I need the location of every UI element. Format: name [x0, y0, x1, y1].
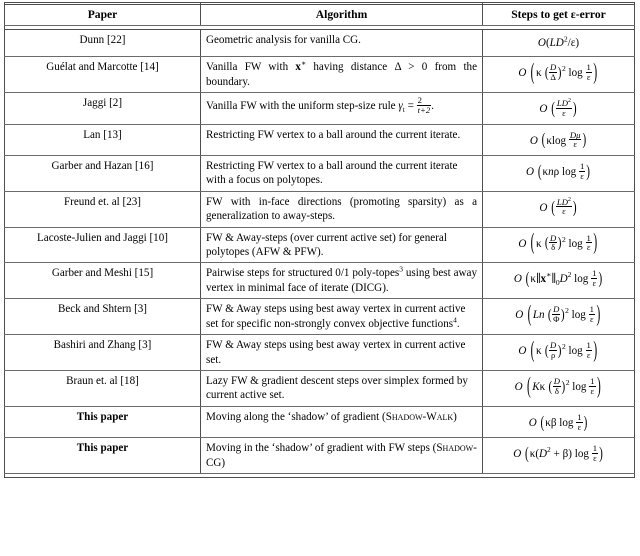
rule: [5, 474, 635, 478]
cell-algorithm: FW & Away-steps (over current active set) for general polytopes (AFW & PFW).: [201, 227, 483, 263]
cell-paper: Beck and Shtern [3]: [5, 299, 201, 335]
cell-steps: O (κnρ log $\frac{1}{\varepsilon}$ ): [483, 155, 635, 191]
table-row: [5, 227, 635, 263]
cell-paper: Garber and Meshi [15]: [5, 263, 201, 299]
header-algorithm: Algorithm: [201, 3, 483, 26]
table-row: [5, 57, 635, 93]
table-row: [5, 438, 635, 474]
cell-algorithm: Vanilla FW with x∗ having distance Δ > 0 from the boundary.: [201, 57, 483, 93]
cell-paper: Garber and Hazan [16]: [5, 155, 201, 191]
cell-algorithm: Lazy FW & gradient descent steps over simplex formed by current active set.: [201, 371, 483, 407]
cell-steps: $O(LD^2/\varepsilon)$: [483, 30, 635, 57]
cell-algorithm: FW with in-face directions (promoting sparsity) as a generalization to away-steps.: [201, 191, 483, 227]
cell-algorithm: Moving in the ‘shadow’ of gradient with FW steps (Shadow-CG): [201, 438, 483, 474]
algorithm-comparison-table: [4, 2, 635, 478]
cell-paper: Dunn [22]: [5, 30, 201, 57]
cell-steps: O (κlog $\frac{D\mu}{\varepsilon}$ ): [483, 124, 635, 155]
cell-paper: Lan [13]: [5, 124, 201, 155]
header-paper: Paper: [5, 3, 201, 26]
table-row: [5, 191, 635, 227]
cell-algorithm: Restricting FW vertex to a ball around the current iterate with a focus on polytopes.: [201, 155, 483, 191]
cell-algorithm: Geometric analysis for vanilla CG.: [201, 30, 483, 57]
cell-paper: Braun et. al [18]: [5, 371, 201, 407]
table-row: [5, 263, 635, 299]
table-row: [5, 299, 635, 335]
cell-steps: O ( Kκ ( $\frac{D}{\delta}$ )$^2$ log $\frac{1}{\varepsilon}$ ): [483, 371, 635, 407]
cell-paper: Bashiri and Zhang [3]: [5, 335, 201, 371]
table-row: [5, 30, 635, 57]
cell-steps: O ( κ ( $\frac{D}{\Delta}$ )$^2$ log $\frac{1}{\varepsilon}$ ): [483, 57, 635, 93]
cell-paper: This paper: [5, 438, 201, 474]
cell-paper: Jaggi [2]: [5, 93, 201, 124]
cell-paper: Guélat and Marcotte [14]: [5, 57, 201, 93]
table-row: [5, 406, 635, 437]
cell-steps: O ( $\frac{LD^2}{\varepsilon}$ ): [483, 93, 635, 124]
cell-steps: O ( κ ( $\frac{D}{\delta}$ )$^2$ log $\frac{1}{\varepsilon}$ ): [483, 227, 635, 263]
table-header-row: [5, 3, 635, 26]
cell-algorithm: Vanilla FW with the uniform step-size rule $\gamma_t$ = $\frac{2}{t+2}$ .: [201, 93, 483, 124]
cell-paper: Freund et. al [23]: [5, 191, 201, 227]
table-row: [5, 371, 635, 407]
cell-paper: Lacoste-Julien and Jaggi [10]: [5, 227, 201, 263]
cell-steps: O ($\kappa(D^2 + \beta)$ log $\frac{1}{\varepsilon}$ ): [483, 438, 635, 474]
header-steps: Steps to get ε-error: [483, 3, 635, 26]
cell-algorithm: FW & Away steps using best away vertex in current active set for specific non-strongly convex objective functions$^4$.: [201, 299, 483, 335]
cell-algorithm: Restricting FW vertex to a ball around the current iterate.: [201, 124, 483, 155]
cell-algorithm: FW & Away steps using best away vertex in current active set.: [201, 335, 483, 371]
comparison-table-container: [4, 2, 634, 478]
cell-steps: O ( κ ( $\frac{D}{\rho}$ )$^2$ log $\frac{1}{\varepsilon}$ ): [483, 335, 635, 371]
cell-paper: This paper: [5, 406, 201, 437]
cell-algorithm: Pairwise steps for structured 0/1 poly‐topes$^3$ using best away vertex in minimal face of iterate (DICG).: [201, 263, 483, 299]
cell-steps: O ($\kappa\parallel x^∗\parallel_0D^2$ log $\frac{1}{\varepsilon}$ ): [483, 263, 635, 299]
table-bottom-rule: [5, 474, 635, 478]
table-row: [5, 93, 635, 124]
table-row: [5, 155, 635, 191]
table-row: [5, 335, 635, 371]
cell-steps: O ( Ln ( $\frac{D}{\Phi}$ )$^2$ log $\frac{1}{\varepsilon}$ ): [483, 299, 635, 335]
cell-steps: O (κβ log $\frac{1}{\varepsilon}$ ): [483, 406, 635, 437]
cell-algorithm: Moving along the ‘shadow’ of gradient (Shadow-Walk): [201, 406, 483, 437]
cell-steps: O ( $\frac{LD^2}{\varepsilon}$ ): [483, 191, 635, 227]
table-row: [5, 124, 635, 155]
